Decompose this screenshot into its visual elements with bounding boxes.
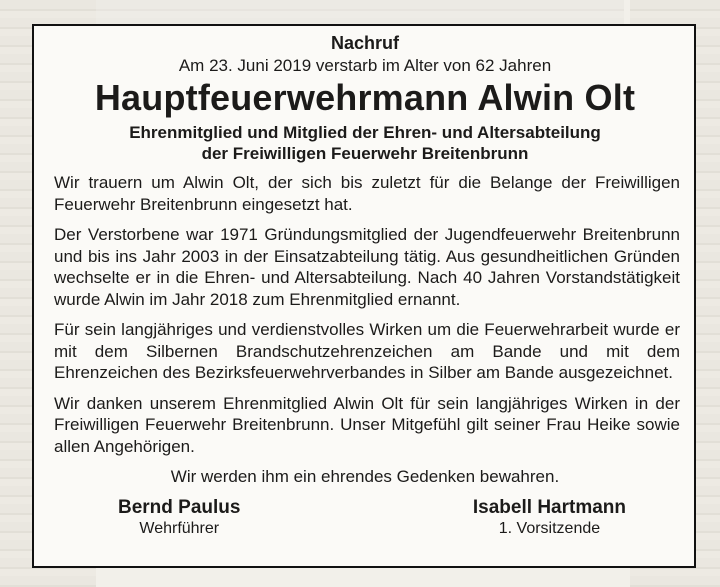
- signatory: [473, 496, 626, 539]
- honor-line-2: der Freiwilligen Feuerwehr Breitenbrunn: [201, 144, 529, 163]
- honor-line-1: Ehrenmitglied und Mitglied der Ehren- und Altersabteilung: [129, 123, 601, 142]
- deceased-name: Hauptfeuerwehrmann Alwin Olt: [94, 77, 636, 118]
- obituary-notice: [32, 24, 696, 568]
- signatory: [118, 496, 240, 539]
- paragraph: Für sein langjähriges und verdienstvolles Wirken um die Feuerwehrarbeit wurde er mit dem Silbernen Brandschutzehrenzeichen am Bande und mit dem Ehrenzeichen des Bezirksfeuerwehrverbandes in Silber am Bande ausgezeichnet.: [54, 320, 680, 382]
- paragraph: Wir danken unserem Ehrenmitglied Alwin Olt für sein langjähriges Wirken in der Freiwilligen Feuerwehr Breitenbrunn. Unser Mitgefühl gilt seiner Frau Heike sowie allen Angehörigen.: [54, 393, 680, 456]
- obituary-body: [44, 172, 686, 457]
- paragraph: Der Verstorbene war 1971 Gründungsmitglied der Jugendfeuerwehr Breitenbrunn und bis ins Jahr 2003 in der Einsatzabteilung tätig. Aus gesundheitlichen Gründen wechselte er in die Ehren- und Altersabteilung. Nach 40 Jahren Vorstandstätigkeit wurde Alwin im Jahr 2018 zum Ehrenmitglied ernannt.: [54, 225, 680, 309]
- death-date-line: Am 23. Juni 2019 verstarb im Alter von 62 Jahren: [178, 56, 552, 75]
- closing-line: Wir werden ihm ein ehrendes Gedenken bewahren.: [170, 467, 560, 486]
- signature-block: [44, 496, 686, 539]
- signatory-name: Bernd Paulus: [118, 497, 241, 518]
- signatory-role: 1. Vorsitzende: [498, 520, 601, 537]
- paragraph: Wir trauern um Alwin Olt, der sich bis zuletzt für die Belange der Freiwilligen Feuerwehr Breitenbrunn eingesetzt hat.: [54, 173, 680, 214]
- signatory-role: Wehrführer: [139, 520, 220, 537]
- signatory-name: Isabell Hartmann: [472, 497, 626, 518]
- notice-heading: Nachruf: [330, 33, 399, 53]
